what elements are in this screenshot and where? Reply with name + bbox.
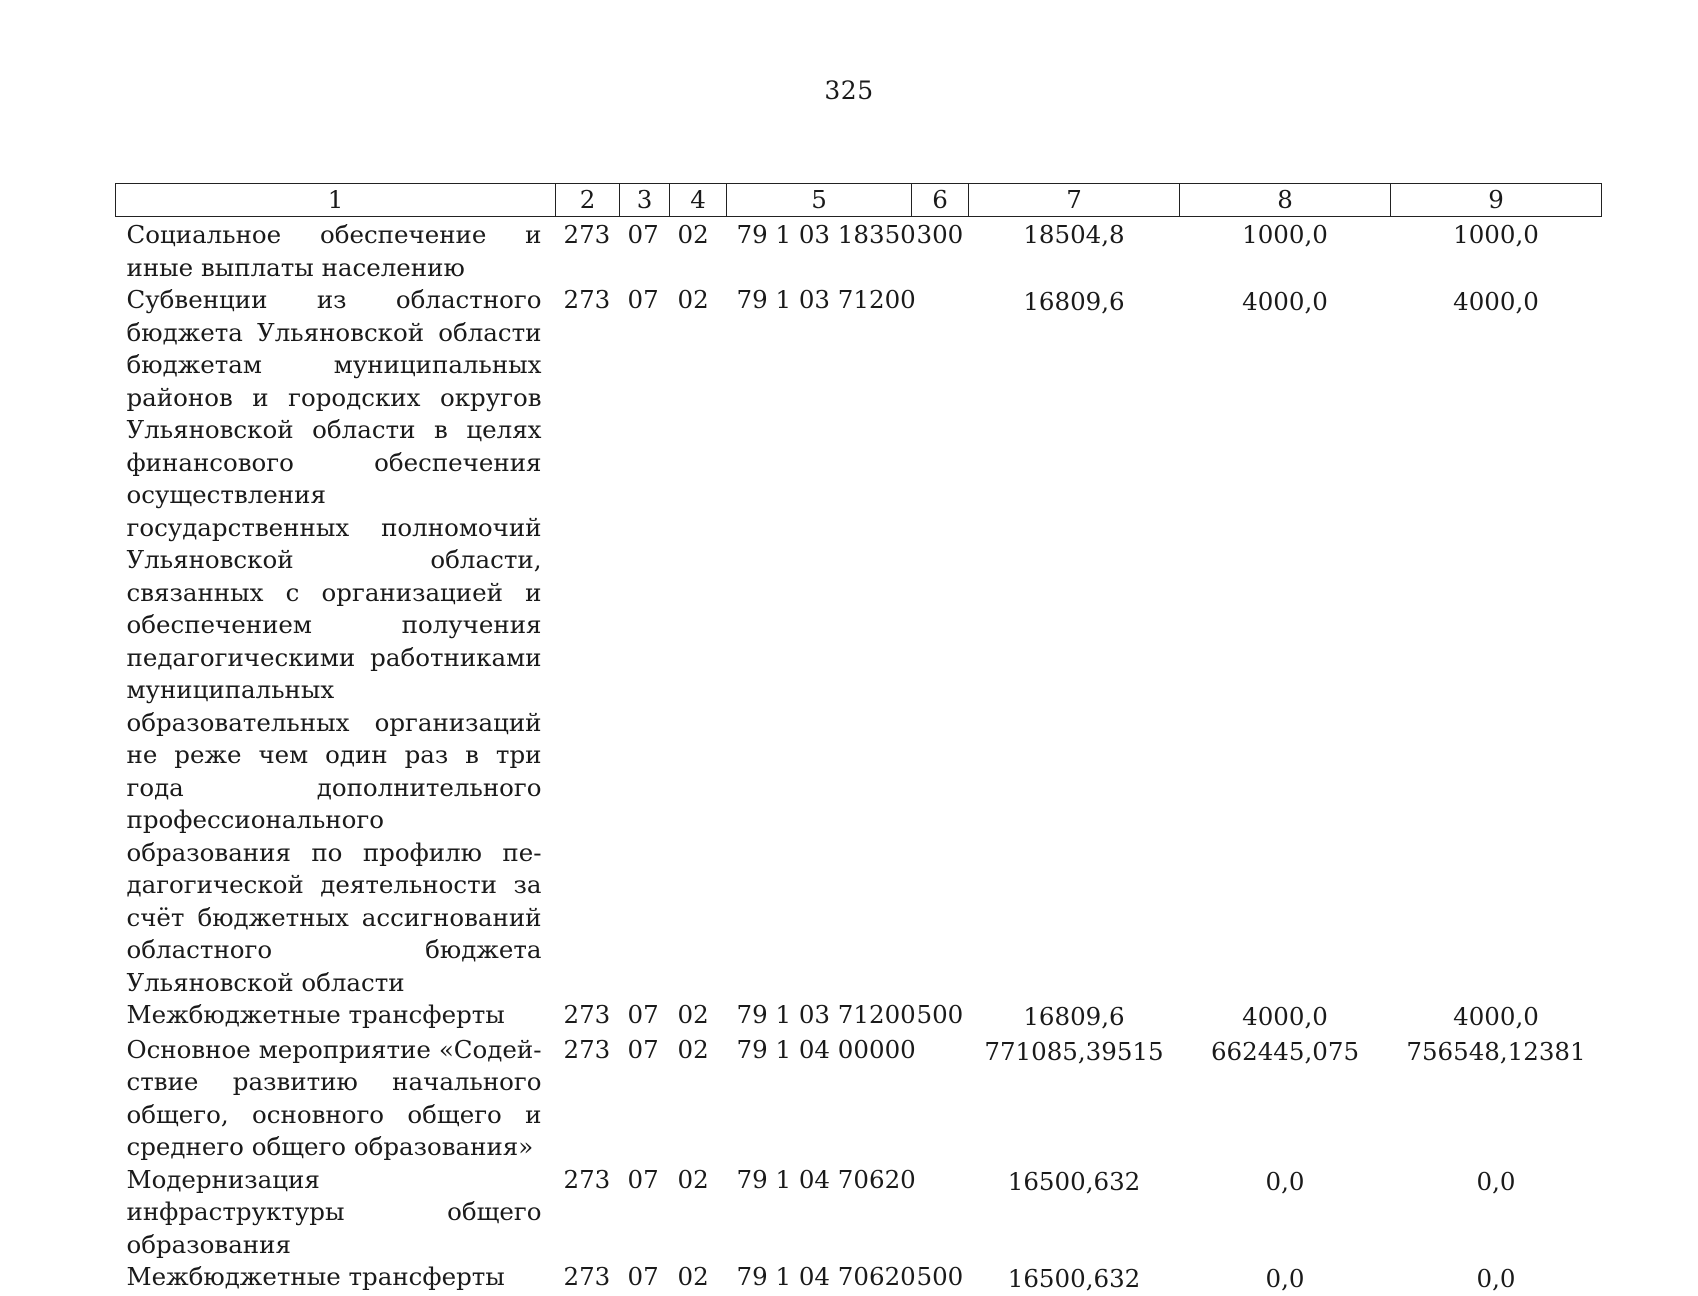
row-amount-col9: 4000,0 [1453,287,1539,316]
header-col-8: 8 [1180,184,1391,217]
row-target-article: 79 1 04 70620 [736,1262,916,1291]
page-number: 325 [824,76,874,105]
row-section-code: 07 [627,1034,659,1064]
row-section-code: 07 [627,1000,659,1029]
row-amount-col9: 4000,0 [1453,1002,1539,1031]
row-amount-col7: 16809,6 [1023,1002,1125,1031]
row-ministry-code: 273 [563,1000,611,1029]
table-row [116,1261,1602,1296]
row-amount-col8: 0,0 [1265,1166,1305,1196]
table-row [116,284,1602,999]
table-row [116,1164,1602,1262]
row-amount-col7: 16500,632 [1007,1166,1141,1196]
row-amount-col9: 0,0 [1476,1166,1516,1196]
header-col-7: 7 [969,184,1180,217]
row-amount-col7: 18504,8 [1023,220,1125,249]
header-col-5: 5 [727,184,912,217]
row-amount-col9: 0,0 [1476,1264,1516,1293]
header-col-9: 9 [1391,184,1602,217]
row-amount-col8: 4000,0 [1242,287,1328,316]
row-target-article: 79 1 03 71200 [736,285,916,314]
row-amount-col7: 771085,39515 [984,1036,1164,1066]
table-row [116,999,1602,1034]
row-subsection-code: 02 [677,1164,709,1194]
row-subsection-code: 02 [677,1034,709,1064]
row-section-code: 07 [627,1262,659,1291]
row-amount-col7: 16500,632 [1007,1264,1141,1293]
row-target-article: 79 1 03 18350 [736,220,916,249]
header-col-6: 6 [912,184,969,217]
header-col-1: 1 [116,184,556,217]
row-amount-col8: 662445,075 [1210,1036,1360,1066]
row-name: Модернизация инфраструктуры общего образования [126,1164,542,1259]
row-name: Межбюджетные трансферты [126,1000,505,1029]
table-row [116,1034,1602,1164]
row-name: Субвенции из областного бюджета Ульяновской области бюджетам муниципальных районов и городских округов Ульяновской области в целях финансового обеспечения осуществления государственных полномочий Ульяновской области, связанных с организацией и обеспечением получения педагогическими работниками муниципальных образовательных организаций не реже чем один раз в три года дополнительного профессионального образования по профилю педагогической деятельности за счёт бюджетных ассигнований областного бюджета Ульяновской области [126,285,542,997]
row-subsection-code: 02 [677,1262,709,1291]
row-expense-type: 500 [916,1000,964,1029]
row-subsection-code: 02 [677,1000,709,1029]
row-target-article: 79 1 03 71200 [736,1000,916,1029]
row-ministry-code: 273 [563,1034,611,1064]
row-expense-type [912,284,969,999]
row-ministry-code: 273 [563,1164,611,1194]
row-target-article: 79 1 04 70620 [736,1164,916,1194]
row-amount-col8: 0,0 [1265,1264,1305,1293]
row-amount-col9: 756548,12381 [1406,1036,1586,1066]
table-row [116,217,1602,285]
header-col-2: 2 [556,184,620,217]
row-ministry-code: 273 [563,1262,611,1291]
row-section-code: 07 [627,285,659,314]
table-header [116,184,1602,217]
row-target-article: 79 1 04 00000 [736,1034,916,1064]
row-ministry-code: 273 [563,285,611,314]
row-subsection-code: 02 [677,285,709,314]
row-amount-col9: 1000,0 [1453,220,1539,249]
row-expense-type [912,1164,969,1262]
row-section-code: 07 [627,220,659,249]
row-section-code: 07 [627,1164,659,1194]
row-expense-type: 500 [916,1262,964,1291]
header-col-4: 4 [670,184,727,217]
row-expense-type [912,1034,969,1164]
row-name: Межбюджетные трансферты [126,1262,505,1291]
row-amount-col8: 4000,0 [1242,1002,1328,1031]
budget-table [115,183,1602,1296]
row-amount-col8: 1000,0 [1242,220,1328,249]
row-name: Основное мероприятие «Содействие развитию начального общего, основного общего и среднего общего образования» [126,1034,542,1161]
table-body [116,217,1602,1296]
row-ministry-code: 273 [563,220,611,249]
row-subsection-code: 02 [677,220,709,249]
header-col-3: 3 [620,184,670,217]
row-amount-col7: 16809,6 [1023,287,1125,316]
row-expense-type: 300 [916,220,964,249]
row-name: Социальное обеспечение и иные выплаты населению [126,220,542,282]
